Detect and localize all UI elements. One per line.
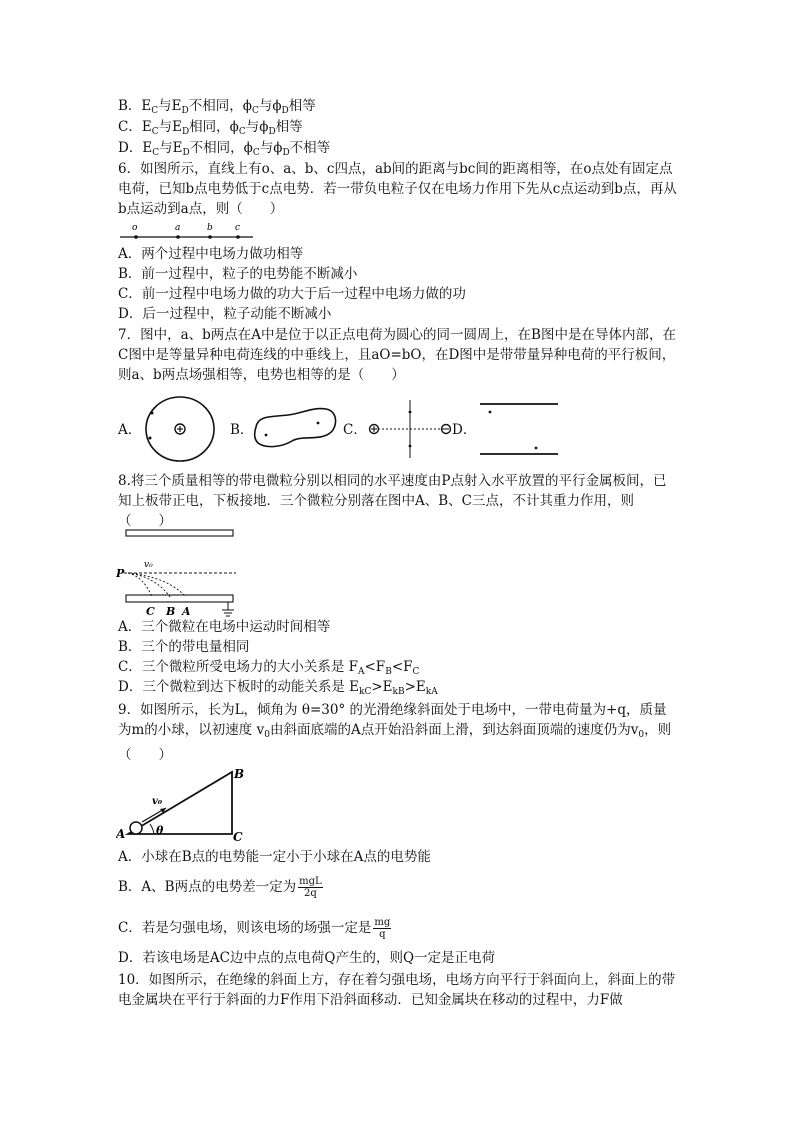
point-c-label: C <box>233 830 243 842</box>
q6-stem: 6．如图所示，直线上有o、a、b、c四点，ab间的距离与bc间的距离相等，在o点处有固定点电荷，已知b点电势低于c点电势．若一带负电粒子仅在电场力作用下先从c点运动到b点，再从b点运动到a点，则（ ） <box>118 161 677 217</box>
q8-option-a: A．三个微粒在电场中运动时间相等 <box>118 619 331 635</box>
q5-option-d: D．$E_C$与$E_D$不相同，$\phi_C$与$\phi_D$不相等 <box>118 140 331 158</box>
q7-figure-c <box>364 398 456 460</box>
q9-option-c: C．若是匀强电场，则该电场的场强一定是 $\frac{mg}{q}$ <box>118 917 391 940</box>
q9-incline-figure <box>116 762 248 842</box>
theta-label: θ <box>156 824 164 837</box>
point-p-label: P <box>116 567 125 580</box>
q7-figure-b <box>252 405 340 451</box>
q10-stem: 10．如图所示，在绝缘的斜面上方，存在着匀强电场，电场方向平行于斜面向上，斜面上的带电金属块在平行于斜面的力F作用下沿斜面移动．已知金属块在移动的过程中，力F做 <box>118 972 676 1008</box>
q7-stem: 7．图中，a、b两点在A中是位于以正点电荷为圆心的同一圆周上，在B图中是在导体内部，在C图中是等量异种电荷连线的中垂线上，且aO=bO，在D图中是带带量异种电荷的平行板间，则a、b两点场强相等，电势也相等的是（ ） <box>118 327 676 383</box>
q7-figure-a <box>142 393 218 465</box>
q7-choice-c-label: C． <box>343 422 367 438</box>
fraction-mg-q: $\frac{mg}{q}$ <box>374 917 391 940</box>
q8-option-d: D．三个微粒到达下板时的动能关系是 $E_{kC}>E_{kB}>E_{kA}$ <box>118 679 438 697</box>
q8-stem: 8.将三个质量相等的带电微粒分别以相同的水平速度由P点射入水平放置的平行金属板间，已知上板带正电，下板接地．三个微粒分别落在图中A、B、C三点，不计其重力作用，则（ ） <box>118 473 667 529</box>
q7-choice-d-label: D． <box>452 422 477 438</box>
q5-option-b: B．$E_C$与$E_D$不相同，$\phi_C$与$\phi_D$相等 <box>118 98 316 116</box>
q8-capacitor-figure <box>116 527 240 619</box>
q6-option-c: C．前一过程中电场力做的功大于后一过程中电场力做的功 <box>118 286 466 302</box>
q9-option-b: B．A、B两点的电势差一定为 $\frac{\text{mgL}}{2q}$ <box>118 876 322 899</box>
point-c-label: c <box>235 223 241 233</box>
q7-figure-d <box>478 398 560 460</box>
v0-label: v₀ <box>152 796 163 807</box>
q6-option-a: A．两个过程中电场力做功相等 <box>118 246 304 262</box>
point-b-label: B <box>234 767 245 781</box>
q6-option-d: D．后一过程中，粒子动能不断减小 <box>118 306 332 322</box>
point-a-label: a <box>175 223 181 233</box>
point-a-label: A <box>182 605 191 618</box>
point-b-label: b <box>207 223 213 233</box>
point-a-label: A <box>116 827 126 841</box>
point-b-label: B <box>166 605 176 618</box>
q6-option-b: B．前一过程中，粒子的电势能不断减小 <box>118 266 358 282</box>
q8-option-b: B．三个的带电量相同 <box>118 639 250 655</box>
point-c-label: C <box>146 605 155 618</box>
q8-option-c: C．三个微粒所受电场力的大小关系是 $F_A<F_B<F_C$ <box>118 659 420 677</box>
v0-label: v₀ <box>144 560 153 570</box>
q9-stem: 9．如图所示，长为L，倾角为 θ=30° 的光滑绝缘斜面处于电场中，一带电荷量为+q，质量为m的小球，以初速度 $v_0$由斜面底端的A点开始沿斜面上滑，到达斜面顶端的速度仍为$v_0$，则（ ） <box>118 702 672 763</box>
q7-choice-a-label: A． <box>118 422 142 438</box>
q9-option-d: D．若该电场是AC边中点的点电荷Q产生的，则Q一定是正电荷 <box>118 950 496 966</box>
q5-option-c: C．$E_C$与$E_D$相同，$\phi_C$与$\phi_D$相等 <box>118 119 303 137</box>
point-o-label: o <box>132 223 138 233</box>
fraction-mgl-2q: $\frac{\text{mgL}}{2q}$ <box>299 876 322 899</box>
q7-choice-b-label: B． <box>230 422 254 438</box>
q9-option-a: A．小球在B点的电势能一定小于小球在A点的电势能 <box>118 849 431 865</box>
q6-line-figure <box>118 220 258 242</box>
